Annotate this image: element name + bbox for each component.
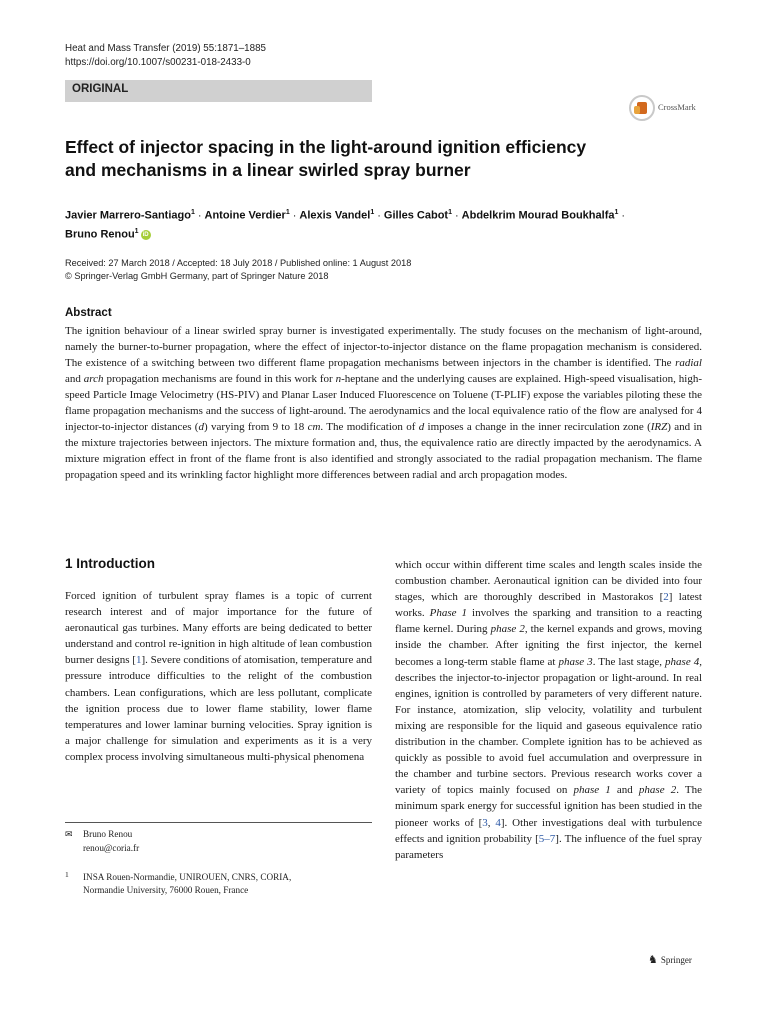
affiliation-mark: 1 <box>448 209 452 216</box>
title-line-1: Effect of injector spacing in the light-around ignition efficiency <box>65 137 587 157</box>
citation-link[interactable]: 1 <box>135 654 142 667</box>
author-separator: · <box>377 209 381 222</box>
crossmark-label: CrossMark <box>658 102 696 112</box>
affiliation-mark: 1 <box>285 209 290 216</box>
orcid-icon[interactable]: iD <box>142 232 149 239</box>
affiliation-line-2: Normandie University, 76000 Rouen, France <box>83 885 249 895</box>
affiliation-mark: 1 <box>190 209 195 216</box>
citation-link[interactable]: 2 <box>663 591 669 604</box>
crossmark-icon <box>629 95 655 121</box>
journal-citation: Heat and Mass Transfer (2019) 55:1871–1885 <box>65 43 266 54</box>
author-list <box>65 205 715 242</box>
author-separator: · <box>621 209 626 222</box>
citation-link[interactable]: 5–7 <box>538 832 556 845</box>
dates-line: Received: 27 March 2018 / Accepted: 18 July 2018 / Published online: 1 August 2018 <box>65 258 412 268</box>
author-name: Antoine Verdier <box>204 209 286 222</box>
author-name: Alexis Vandel <box>299 209 371 222</box>
corresponding-author-email[interactable]: renou@coria.fr <box>83 843 140 853</box>
author-separator: · <box>197 209 202 222</box>
springer-horse-icon: ♞ <box>648 953 658 966</box>
affiliation-number: 1 <box>65 870 69 879</box>
article-type-banner <box>65 80 372 102</box>
crossmark-badge[interactable] <box>629 94 709 124</box>
citation-link[interactable]: 4 <box>495 816 501 829</box>
title-line-2: and mechanisms in a linear swirled spray burner <box>65 160 471 180</box>
corresponding-author-note <box>65 828 139 855</box>
publisher-logo <box>648 953 692 966</box>
publication-dates <box>65 257 411 283</box>
copyright-line: © Springer-Verlag GmbH Germany, part of Springer Nature 2018 <box>65 271 329 281</box>
journal-header <box>65 42 266 70</box>
author-name: Abdelkrim Mourad Boukhalfa <box>461 209 615 222</box>
intro-left-column: Forced ignition of turbulent spray flames is a topic of current research interest and of major importance for the future of aeronautical gas turbines. Many efforts are being dedicated to better understand and control re-ignition in high altitude of lean combustion burner designs [1]. Severe conditions of atomisation, temperature and pressure introduce difficulties to the relight of the combustion chambers. Lean configurations, which are less pollutant, complicate the ignition process due to lower flame stability, lower flame temperatures and lower laminar burning velocities. Spray ignition is a major challenge for simulation and experiments as it is a very complex process involving simultaneous multi-physical phenomena <box>65 590 372 763</box>
doi-link[interactable]: https://doi.org/10.1007/s00231-018-2433-0 <box>65 57 251 68</box>
author-name: Bruno Renou <box>65 228 135 241</box>
affiliation-mark: 1 <box>370 209 375 216</box>
publisher-name: Springer <box>660 955 692 965</box>
author-name: Gilles Cabot <box>383 209 449 222</box>
author-name: Javier Marrero-Santiago <box>65 209 191 222</box>
intro-right-column: which occur within different time scales and length scales inside the combustion chamber. Aeronautical ignition can be divided into four stages, which are thoroughly described in Mastorakos [2] latest works. Phase 1 involves the sparking and transition to a reacting flame kernel. During phase 2, the kernel expands and grows, moving inside the chamber. After igniting the first injector, the kernel becomes a long-term stable flame at phase 3. The last stage, phase 4, describes the injector-to-injector propagation or light-around. In real engines, ignition is controlled by parameters of very different nature. For instance, atomization, slip velocity, volatility and turbulent mixing are responsible for the liquid and gaseous equivalence ratio distribution in the chamber. Complete ignition has to be achieved as quickly as possible to avoid fuel accumulation and overpressure in the chamber and turbine sectors. Previous research works cover a variety of topics mainly focused on phase 1 and phase 2. The minimum spark energy for successful ignition has been studied in the pioneer works of [3, 4]. Other investigations deal with turbulence effects and ignition probability [5–7]. The influence of the fuel spray parameters <box>395 559 703 861</box>
abstract-text: The ignition behaviour of a linear swirled spray burner is investigated experimentally. The study focuses on the mechanism of light-around, namely the burner-to-burner propagation, where the effect of injector-to-injector distance on the flame propagation mechanism is considered. The existence of a switching between two different flame propagation mechanisms between injectors in the chamber is identified. The radial and arch propagation mechanisms are found in this work for n-heptane and the underlying causes are explained. High-speed visualisation, high-speed Particle Image Velocimetry (HS-PIV) and Planar Laser Induced Fluorescence on Toluene (T-PLIF) expose the variables piloting these the flame propagation mechanisms and the success of light-around. The aerodynamics and the local equivalence ratio of the flow are analysed for 4 injector-to-injector distances (d) varying from 9 to 18 cm. The modification of d imposes a change in the inner recirculation zone (IRZ) and in the mixture trajectories between injectors. The mixture formation and, thus, the equivalence ratio are directly impacted by the aerodynamics. A mixture migration effect in front of the flame front is also identified and strongly associated to the radial propagation mechanism. The flame propagation speed and its wrinkling factor highlight more differences between radial and arch propagation modes. <box>65 325 703 481</box>
affiliation-note <box>65 868 291 897</box>
citation-link[interactable]: 3 <box>482 816 488 829</box>
corresponding-author-name: Bruno Renou <box>83 829 133 839</box>
affiliation-mark: 1 <box>614 209 619 216</box>
article-type-label: ORIGINAL <box>72 83 129 95</box>
envelope-icon: ✉ <box>65 830 73 840</box>
affiliation-mark: 1 <box>134 227 139 235</box>
author-separator: · <box>292 209 297 222</box>
affiliation-line-1: INSA Rouen-Normandie, UNIROUEN, CNRS, CORIA, <box>83 872 292 882</box>
paper-title <box>65 136 685 182</box>
footnote-divider <box>65 822 372 823</box>
author-separator: · <box>455 209 459 222</box>
abstract-heading: Abstract <box>65 307 112 319</box>
section-heading-introduction: 1 Introduction <box>65 556 155 571</box>
